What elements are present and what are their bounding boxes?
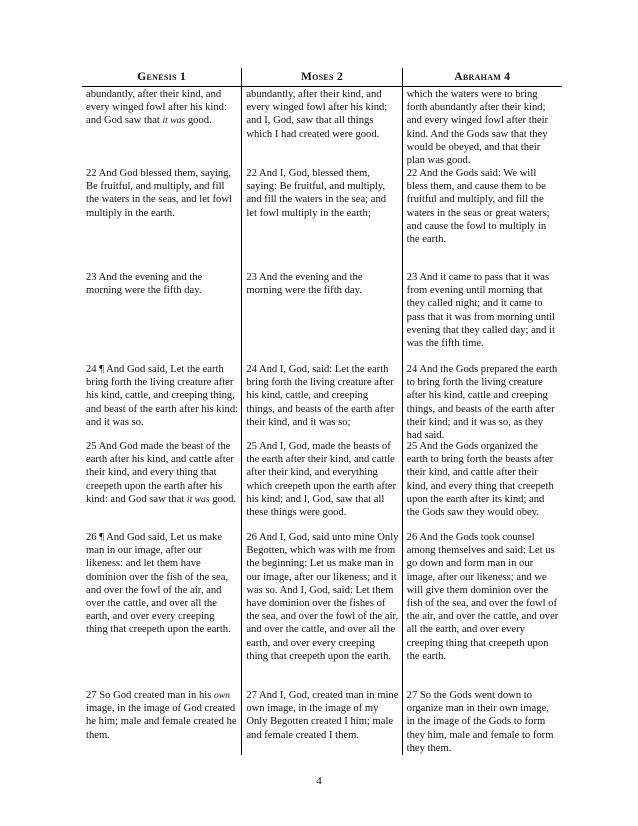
verse-text: 23 And the evening and the morning were the fifth day. — [86, 272, 203, 297]
page-number: 4 — [316, 775, 322, 787]
verse-text: 22 And the Gods said: We will bless them, and cause them to be fruitful and multiply, and fill the waters in the seas or great waters; and cause the fowl to multiply in the earth. — [406, 168, 550, 246]
verse-text: 27 And I, God, created man in mine own image, in the image of my Only Begotten created I him; male and female created I them. — [246, 690, 399, 741]
verse-text: 22 And God blessed them, saying, Be fruitful, and multiply, and fill the waters in the seas, and let fowl multiply in the earth. — [86, 168, 232, 219]
abraham-verse-block — [407, 689, 559, 755]
verse-text: 25 And I, God, made the beasts of the earth after their kind, and cattle after their kind, and everything which creepeth upon the earth after his kind; and I, God, saw that all these things were good. — [246, 441, 397, 519]
verse-text: 26 ¶ And God said, Let us make man in our image, after our likeness: and let them have dominion over the fish of the sea, and over the fowl of the air, and over the cattle, and over all the earth, and over every creeping thing that creepeth upon the earth. — [86, 532, 231, 636]
genesis-verse-block — [86, 167, 238, 271]
moses-verse-block — [246, 167, 398, 271]
genesis-verse-block — [86, 440, 238, 531]
column-headers — [82, 68, 562, 87]
verse-text: 24 And I, God, said: Let the earth bring forth the living creature after his kind, cattle, and creeping things, and beasts of the earth after their kind, and it was so; — [246, 364, 395, 428]
abraham-verse-block — [407, 167, 559, 271]
moses-verse-block — [246, 531, 398, 689]
abraham-verse-block — [407, 363, 559, 440]
verse-text: 24 And the Gods prepared the earth to bring forth the living creature after his kind, cattle and creeping things, and beasts of the earth after their kind; and it was so, as they had said. — [406, 364, 558, 440]
verse-text: image, in the image of God created he him; male and female created he them. — [86, 703, 237, 741]
genesis-verse-block — [86, 363, 238, 440]
verse-text: which the waters were to bring forth abundantly after their kind; and every winged fowl after their kind. And the Gods saw that they would be obeyed, and that their plan was good. — [406, 89, 549, 167]
abraham-verse-block — [407, 88, 559, 167]
abraham-verse-block — [407, 531, 559, 689]
genesis-verse-block — [86, 531, 238, 689]
abraham-verse-block — [407, 440, 559, 531]
verse-text: abundantly, after their kind, and every winged fowl after his kind: and God saw that — [86, 89, 227, 127]
verse-text: 23 And the evening and the morning were the fifth day. — [246, 272, 363, 297]
italic-supplied-word: it was — [186, 493, 210, 505]
column-moses — [241, 87, 401, 755]
genesis-verse-block — [86, 88, 238, 167]
genesis-verse-block — [86, 271, 238, 363]
moses-verse-block — [246, 88, 398, 167]
verse-text: good. — [185, 115, 212, 127]
header-genesis: Genesis 1 — [137, 71, 187, 83]
column-abraham — [402, 87, 562, 755]
verse-text: 23 And it came to pass that it was from evening until morning that they called night; and it came to pass that it was from morning until evening that they called day; and it was the fifth time. — [406, 272, 555, 350]
column-genesis — [82, 87, 241, 755]
verse-text: 25 And the Gods organized the earth to bring forth the beasts after their kind, and cattle after their kind, and every thing that creepeth upon the earth after its kind; and the Gods saw they would obey. — [406, 441, 554, 519]
moses-verse-block — [246, 271, 398, 363]
abraham-verse-block — [407, 271, 559, 363]
verse-text: 25 And God made the beast of the earth after his kind, and cattle after their kind, and every thing that creepeth upon the earth after his kind: and God saw that — [86, 441, 234, 505]
italic-supplied-word: own — [213, 690, 230, 701]
verse-text: 26 And I, God, said unto mine Only Begotten, which was with me from the beginning: Let us make man in our image, after our likeness; and it was so. And I, God, said: Let them have dominion over the fishes of the sea, and over the fowl of the air, and over the cattle, and over all the earth, and over every creeping thing that creepeth upon the earth. — [246, 532, 399, 662]
parallel-text-table — [82, 68, 562, 755]
italic-supplied-word: it was — [162, 115, 186, 127]
header-abraham: Abraham 4 — [402, 68, 562, 86]
moses-verse-block — [246, 363, 398, 440]
verse-text: 26 And the Gods took counsel among themselves and said: Let us go down and form man in our image, after our likeness; and we will give them dominion over the fish of the sea, and over the fowl of the air, and over the cattle, and over all the earth, and over every creeping thing that creepeth upon the earth. — [406, 532, 559, 662]
verse-text: 22 And I, God, blessed them, saying: Be fruitful, and multiply, and fill the waters in the sea; and let fowl multiply in the earth; — [246, 168, 387, 219]
moses-verse-block — [246, 689, 398, 755]
moses-verse-block — [246, 440, 398, 531]
verse-text: 27 So God created man in his — [86, 690, 214, 701]
columns — [82, 87, 562, 755]
verse-text: 27 So the Gods went down to organize man in their own image, in the image of the Gods to form they him, male and female to form they them. — [406, 690, 554, 754]
verse-text: good. — [209, 493, 237, 505]
verse-text: 24 ¶ And God said, Let the earth bring forth the living creature after his kind, cattle, and creeping thing, and beast of the earth after his kind: and it was so. — [86, 364, 239, 428]
verse-text: abundantly, after their kind, and every winged fowl after his kind; and I, God, saw that all things which I had created were good. — [246, 89, 388, 140]
header-moses: Moses 2 — [241, 68, 401, 86]
genesis-verse-block — [86, 689, 238, 755]
